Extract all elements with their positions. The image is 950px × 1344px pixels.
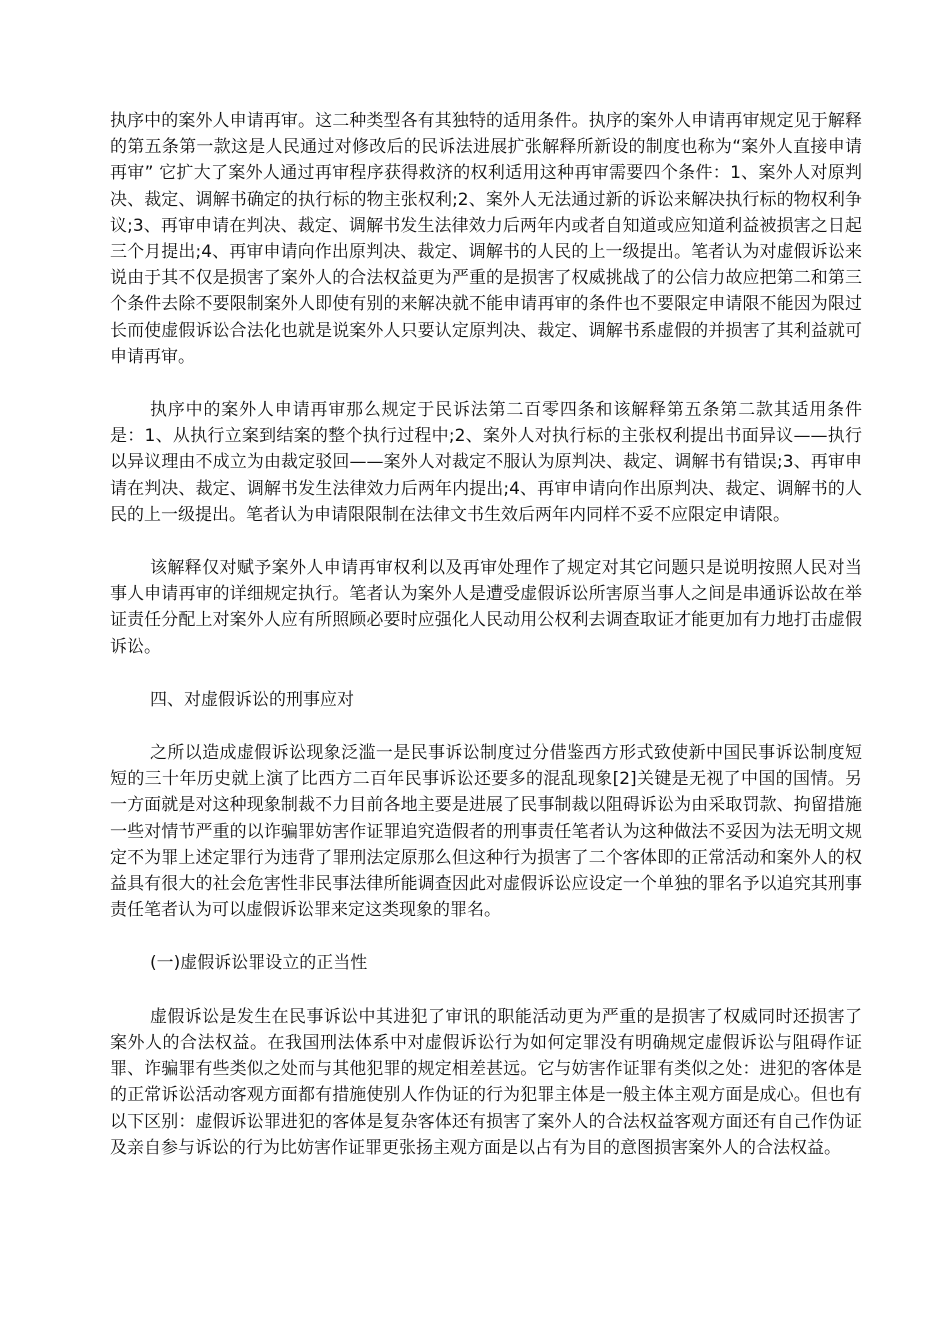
paragraph-7: 虚假诉讼是发生在民事诉讼中其进犯了审讯的职能活动更为严重的是损害了权威同时还损害了案外人的合法权益。在我国刑法体系中对虚假诉讼行为如何定罪没有明确规定虚假诉讼与阻碍作证罪、诈骗罪有些类似之处而与其他犯罪的规定相差甚远。它与妨害作证罪有类似之处：进犯的客体是的正常诉讼活动客观方面都有措施使别人作伪证的行为犯罪主体是一般主体主观方面是成心。但也有以下区别：虚假诉讼罪进犯的客体是复杂客体还有损害了案外人的合法权益客观方面还有自己作伪证及亲自参与诉讼的行为比妨害作证罪更张扬主观方面是以占有为目的意图损害案外人的合法权益。 xyxy=(110,1006,862,1158)
subsection-heading-1: (一)虚假诉讼罪设立的正当性 xyxy=(150,953,368,974)
paragraph-5: 之所以造成虚假诉讼现象泛滥一是民事诉讼制度过分借鉴西方形式致使新中国民事诉讼制度短短的三十年历史就上演了比西方二百年民事诉讼还要多的混乱现象[2]关键是无视了中国的国情。另一方面就是对这种现象制裁不力目前各地主要是进展了民事制裁以阻碍诉讼为由采取罚款、拘留措施一些对情节严重的以诈骗罪妨害作证罪追究造假者的刑事责任笔者认为这种做法不妥因为法无明文规定不为罪上述定罪行为违背了罪刑法定原那么但这种行为损害了二个客体即的正常活动和案外人的权益具有很大的社会危害性非民事法律所能调查因此对虚假诉讼应设定一个单独的罪名予以追究其刑事责任笔者认为可以虚假诉讼罪来定这类现象的罪名。 xyxy=(110,743,862,921)
paragraph-2: 执序中的案外人申请再审那么规定于民诉法第二百零四条和该解释第五条第二款其适用条件是：1、从执行立案到结案的整个执行过程中;2、案外人对执行标的主张权利提出书面异议——执行以异议理由不成立为由裁定驳回——案外人对裁定不服认为原判决、裁定、调解书有错误;3、再审申请在判决、裁定、调解书发生法律效力后两年内提出;4、再审申请向作出原判决、裁定、调解书的人民的上一级提出。笔者认为申请限限制在法律文书生效后两年内同样不妥不应限定申请限。 xyxy=(110,400,862,525)
paragraph-1: 执序中的案外人申请再审。这二种类型各有其独特的适用条件。执序的案外人申请再审规定见于解释的第五条第一款这是人民通过对修改后的民诉法进展扩张解释所新设的制度也称为“案外人直接申请再审” 它扩大了案外人通过再审程序获得救济的权利适用这种再审需要四个条件：1、案外人对原判决、裁定、调解书确定的执行标的物主张权利;2、案外人无法通过新的诉讼来解决执行标的物权利争议;3、再审申请在判决、裁定、调解书发生法律效力后两年内或者自知道或应知道利益被损害之日起三个月提出;4、再审申请向作出原判决、裁定、调解书的人民的上一级提出。笔者认为对虚假诉讼来说由于其不仅是损害了案外人的合法权益更为严重的是损害了权威挑战了的公信力故应把第二和第三个条件去除不要限制案外人即使有别的来解决就不能申请再审的条件也不要限定申请限不能因为限过长而使虚假诉讼合法化也就是说案外人只要认定原判决、裁定、调解书系虚假的并损害了其利益就可申请再审。 xyxy=(110,111,862,367)
paragraph-3: 该解释仅对赋予案外人申请再审权利以及再审处理作了规定对其它问题只是说明按照人民对当事人申请再审的详细规定执行。笔者认为案外人是遭受虚假诉讼所害原当事人之间是串通诉讼故在举证责任分配上对案外人应有所照顾必要时应强化人民动用公权利去调查取证才能更加有力地打击虚假诉讼。 xyxy=(110,558,862,657)
document-page xyxy=(110,108,862,1188)
section-heading-4: 四、对虚假诉讼的刑事应对 xyxy=(150,689,354,710)
